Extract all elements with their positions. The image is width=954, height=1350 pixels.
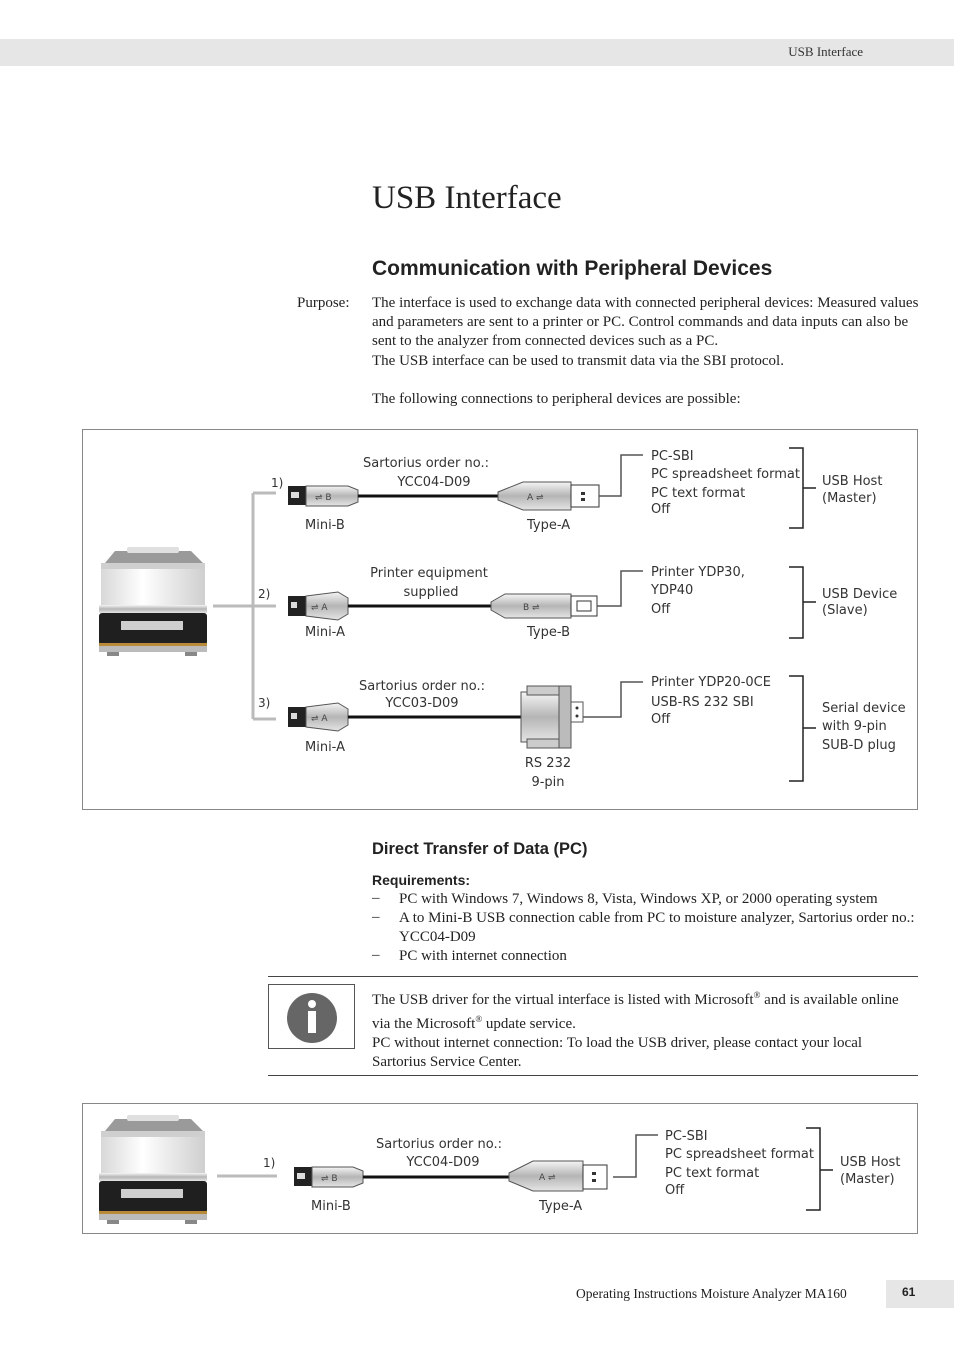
moisture-analyzer-image (97, 547, 207, 656)
diag2-mode-2: PC spreadsheet format (665, 1147, 814, 1162)
requirement-item: A to Mini-B USB connection cable from PC to moisture analyzer, Sartorius order no.: YCC04-D09 (399, 910, 915, 945)
row3-mode-1: Printer YDP20-0CE (651, 675, 771, 690)
info-box (268, 984, 355, 1049)
purpose-label: Purpose: (297, 295, 350, 311)
running-header (0, 39, 954, 66)
row1-left-plug-label: Mini-B (305, 518, 345, 533)
row3-target-2: with 9-pin (822, 719, 887, 734)
requirement-item: PC with Windows 7, Windows 8, Vista, Windows XP, or 2000 operating system (399, 891, 878, 907)
row2-cable-label-1: Printer equipment (370, 566, 488, 581)
svg-text:⇌ A: ⇌ A (311, 603, 328, 613)
pc-connection-diagram-svg (83, 1104, 917, 1233)
diag2-left-plug-label: Mini-B (311, 1199, 351, 1214)
row1-mode-1: PC-SBI (651, 449, 694, 464)
row2-mode-1: Printer YDP30, (651, 565, 745, 580)
svg-text:B ⇌: B ⇌ (523, 603, 540, 613)
row3-right-plug-label-2: 9-pin (531, 775, 565, 790)
note-part-a: The USB driver for the virtual interface is listed with Microsoft (372, 992, 754, 1008)
svg-text:⇌ A: ⇌ A (311, 714, 328, 724)
diag2-mode-4: Off (665, 1183, 685, 1198)
row2-right-plug-label: Type-B (527, 625, 571, 640)
registered-mark: ® (475, 1014, 483, 1024)
row1-target-2: (Master) (822, 491, 877, 506)
mini-a-plug-icon (288, 703, 348, 731)
info-icon (269, 985, 354, 1048)
note-part-c: update service. (482, 1016, 576, 1032)
page-title: USB Interface (372, 180, 562, 216)
type-a-plug-icon (498, 482, 599, 510)
diag2-mode-1: PC-SBI (665, 1129, 708, 1144)
note-part-b: and is available online via the Microsoft (372, 992, 899, 1032)
bullet-dash: – (372, 909, 380, 925)
sbi-text: The USB interface can be used to transmit data via the SBI protocol. (372, 353, 784, 369)
bullet-dash: – (372, 890, 380, 906)
svg-text:⇌ B: ⇌ B (315, 493, 332, 503)
mini-a-plug-icon (288, 592, 348, 620)
row1-target-1: USB Host (822, 474, 883, 489)
diag2-target-1: USB Host (840, 1155, 901, 1170)
moisture-analyzer-image (97, 1115, 207, 1224)
row2-cable-label-2: supplied (403, 585, 459, 600)
row3-mode-2: USB-RS 232 SBI (651, 695, 754, 710)
bullet-dash: – (372, 947, 380, 963)
connection-diagram-svg (83, 430, 917, 809)
row1-right-plug-label: Type-A (527, 518, 571, 533)
diag2-number: 1) (263, 1156, 276, 1170)
note-bottom-rule (268, 1075, 918, 1076)
row1-number: 1) (271, 476, 284, 490)
row2-left-plug-label: Mini-A (305, 625, 345, 640)
row1-mode-2: PC spreadsheet format (651, 467, 800, 482)
diag2-target-2: (Master) (840, 1172, 895, 1187)
section-heading-communication: Communication with Peripheral Devices (372, 257, 773, 280)
connection-diagram (82, 429, 918, 810)
row3-cable-label-2: YCC03-D09 (385, 696, 459, 711)
row1-mode-3: PC text format (651, 486, 746, 501)
header-section: USB Interface (788, 44, 863, 59)
purpose-text: The interface is used to exchange data with connected peripheral devices: Measured values and parameters are sent to a printer or PC. Control commands and data inputs can also be sent to the analyzer from connected devices such as a PC. (372, 295, 919, 349)
row2-mode-3: Off (651, 602, 671, 617)
page-number: 61 (902, 1285, 916, 1299)
row1-cable-label-1: Sartorius order no.: (363, 456, 489, 471)
diag2-right-plug-label: Type-A (539, 1199, 583, 1214)
following-text: The following connections to peripheral devices are possible: (372, 391, 741, 407)
row2-target-2: (Slave) (822, 603, 868, 618)
diag2-cable-label-1: Sartorius order no.: (376, 1137, 502, 1152)
row1-mode-4: Off (651, 502, 671, 517)
svg-text:⇌ B: ⇌ B (321, 1174, 338, 1184)
row3-cable-label-1: Sartorius order no.: (359, 679, 485, 694)
mini-b-plug-icon (288, 486, 358, 506)
registered-mark: ® (753, 990, 761, 1000)
row2-mode-2: YDP40 (651, 583, 694, 598)
diag2-cable-label-2: YCC04-D09 (406, 1155, 480, 1170)
svg-text:A ⇌: A ⇌ (527, 493, 544, 503)
svg-text:A ⇌: A ⇌ (539, 1173, 556, 1183)
row2-number: 2) (258, 587, 271, 601)
mini-b-plug-icon (294, 1167, 363, 1187)
type-b-plug-icon (491, 594, 597, 618)
rs232-plug-icon (521, 686, 583, 748)
type-a-plug-icon (509, 1161, 607, 1191)
diag2-mode-3: PC text format (665, 1166, 760, 1181)
note-part-d: PC without internet connection: To load the USB driver, please contact your local Sartorius Service Center. (372, 1035, 863, 1070)
row3-mode-3: Off (651, 712, 671, 727)
info-note-text (372, 986, 912, 1072)
row3-target-1: Serial device (822, 701, 906, 716)
requirements-label: Requirements: (372, 872, 471, 888)
note-top-rule (268, 976, 918, 977)
row3-number: 3) (258, 696, 271, 710)
footer-text: Operating Instructions Moisture Analyzer MA160 (576, 1286, 847, 1301)
row2-target-1: USB Device (822, 587, 898, 602)
page-number-box (886, 1280, 954, 1308)
section-heading-direct-transfer: Direct Transfer of Data (PC) (372, 840, 588, 858)
row3-right-plug-label-1: RS 232 (524, 756, 572, 771)
row1-cable-label-2: YCC04-D09 (397, 475, 471, 490)
row3-left-plug-label: Mini-A (305, 740, 345, 755)
requirement-item: PC with internet connection (399, 948, 567, 964)
pc-connection-diagram (82, 1103, 918, 1234)
row3-target-3: SUB-D plug (822, 738, 896, 753)
